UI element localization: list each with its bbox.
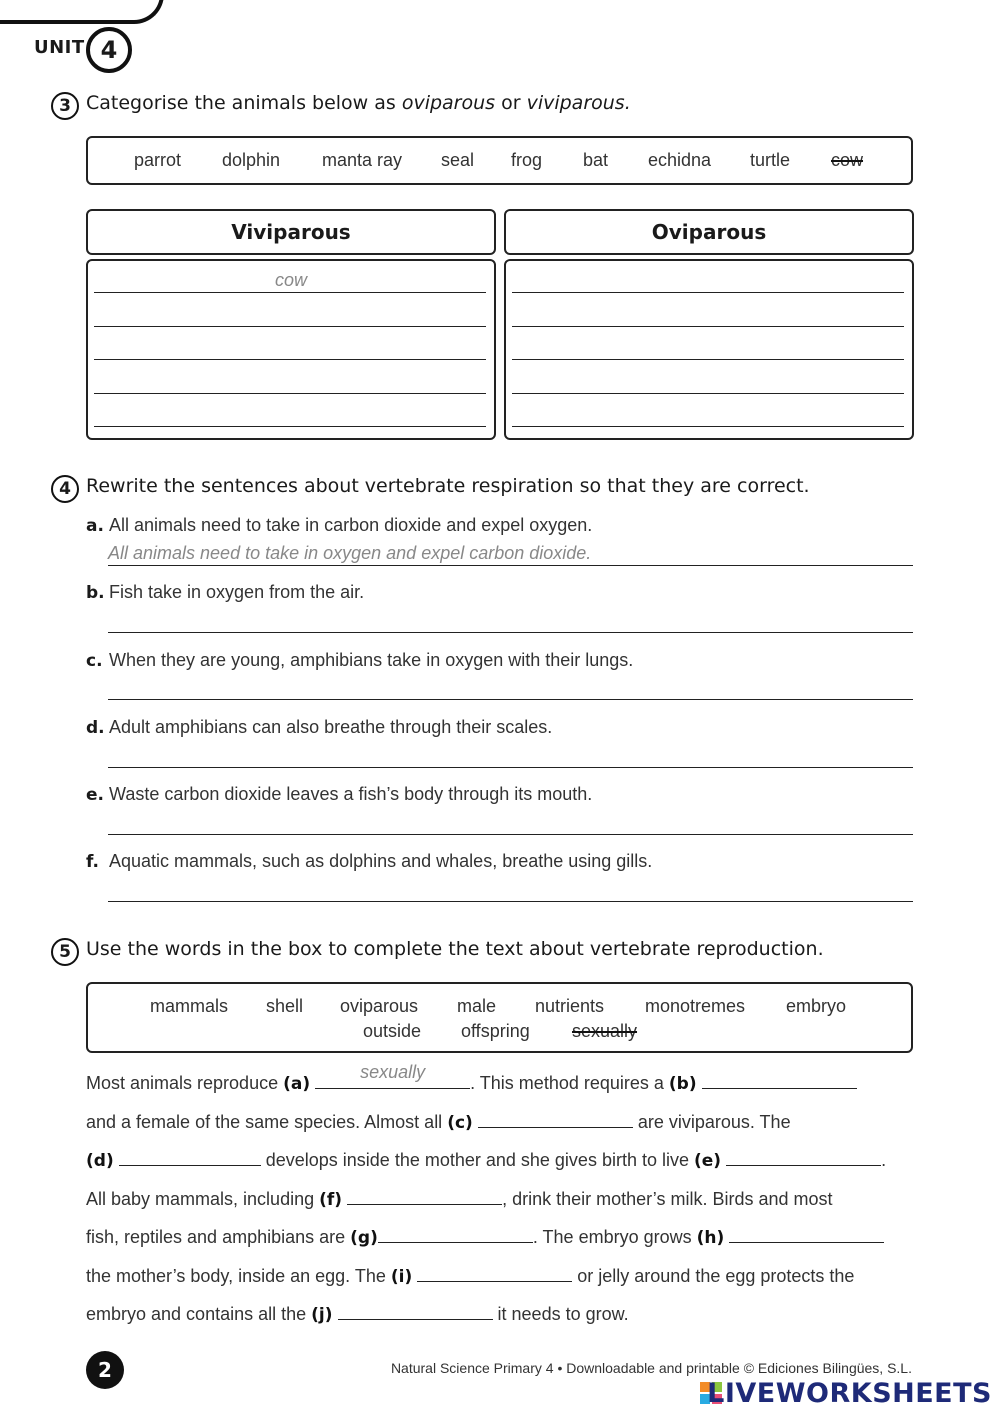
word-echidna[interactable]: echidna bbox=[648, 150, 712, 170]
blank-label-b: (b) bbox=[668, 1074, 697, 1094]
word-dolphin[interactable]: dolphin bbox=[222, 150, 281, 170]
cloze-text: develops inside the mother and she gives birth to live bbox=[260, 1150, 694, 1170]
blank-label-j: (j) bbox=[311, 1305, 333, 1325]
word-embryo[interactable]: embryo bbox=[786, 996, 847, 1016]
answer-line bbox=[512, 359, 904, 360]
blank-label-c: (c) bbox=[447, 1113, 473, 1133]
cloze-line-2 bbox=[86, 1109, 791, 1133]
item-f-answer-line[interactable] bbox=[108, 901, 913, 902]
item-d-text: Adult amphibians can also breathe through their scales. bbox=[109, 717, 553, 737]
word-parrot[interactable]: parrot bbox=[134, 150, 182, 170]
item-e-letter: e. bbox=[86, 785, 104, 805]
word-seal[interactable]: seal bbox=[441, 150, 475, 170]
word-mammals[interactable]: mammals bbox=[150, 996, 229, 1016]
question-5-number: 5 bbox=[51, 938, 79, 966]
blank-e[interactable] bbox=[726, 1147, 881, 1166]
viviparous-answer-box[interactable] bbox=[86, 259, 496, 440]
reproduction-word-box bbox=[86, 982, 913, 1053]
cloze-text: Most animals reproduce bbox=[86, 1073, 284, 1093]
cloze-text: fish, reptiles and amphibians are bbox=[86, 1227, 351, 1247]
unit-tab-outline bbox=[0, 0, 164, 24]
blank-c[interactable] bbox=[478, 1109, 633, 1128]
item-a-text: All animals need to take in carbon dioxide and expel oxygen. bbox=[109, 515, 593, 535]
unit-number-badge: 4 bbox=[86, 27, 132, 73]
answer-line bbox=[94, 393, 486, 394]
answer-line bbox=[512, 393, 904, 394]
cloze-text: . This method requires a bbox=[470, 1073, 669, 1093]
answer-line bbox=[94, 426, 486, 427]
word-cow-crossed[interactable]: cow bbox=[831, 150, 864, 170]
cloze-text: and a female of the same species. Almost all bbox=[86, 1112, 448, 1132]
answer-line bbox=[94, 326, 486, 327]
cloze-text: or jelly around the egg protects the bbox=[572, 1266, 855, 1286]
word-bat[interactable]: bat bbox=[583, 150, 609, 170]
viviparous-answer-1[interactable]: cow bbox=[274, 270, 307, 290]
item-f-letter: f. bbox=[86, 852, 99, 872]
blank-a-answer[interactable]: sexually bbox=[360, 1062, 426, 1082]
item-a-letter: a. bbox=[86, 516, 104, 536]
question-3-instruction bbox=[86, 92, 631, 114]
word-monotremes[interactable]: monotremes bbox=[645, 996, 746, 1016]
word-male[interactable]: male bbox=[457, 996, 497, 1016]
word-nutrients[interactable]: nutrients bbox=[535, 996, 605, 1016]
blank-label-i: (i) bbox=[390, 1267, 413, 1287]
blank-label-h: (h) bbox=[696, 1228, 725, 1248]
word-oviparous[interactable]: oviparous bbox=[340, 996, 419, 1016]
item-b-text: Fish take in oxygen from the air. bbox=[109, 582, 365, 602]
blank-label-a: (a) bbox=[283, 1074, 311, 1094]
animal-word-box bbox=[86, 136, 913, 185]
unit-label: UNIT bbox=[34, 37, 85, 58]
instruction-text: Categorise the animals below as bbox=[86, 92, 402, 114]
cloze-line-3 bbox=[86, 1147, 886, 1171]
cloze-line-7 bbox=[86, 1301, 629, 1325]
item-b-letter: b. bbox=[86, 583, 105, 603]
blank-a[interactable] bbox=[315, 1062, 470, 1089]
blank-label-e: (e) bbox=[693, 1151, 722, 1171]
viviparous-header: Viviparous bbox=[86, 209, 496, 255]
cloze-line-1 bbox=[86, 1062, 857, 1094]
cloze-text: embryo and contains all the bbox=[86, 1304, 312, 1324]
cloze-line-5 bbox=[86, 1224, 884, 1248]
question-4-instruction: Rewrite the sentences about vertebrate respiration so that they are correct. bbox=[86, 475, 810, 497]
cloze-text: All baby mammals, including bbox=[86, 1189, 320, 1209]
instruction-em-oviparous: oviparous bbox=[401, 92, 496, 114]
item-a-answer-line[interactable] bbox=[108, 565, 913, 566]
blank-i[interactable] bbox=[417, 1263, 572, 1282]
cloze-text: . The embryo grows bbox=[532, 1227, 697, 1247]
word-manta-ray[interactable]: manta ray bbox=[322, 150, 403, 170]
answer-line bbox=[512, 326, 904, 327]
cloze-text: . bbox=[881, 1150, 887, 1170]
item-c-text: When they are young, amphibians take in oxygen with their lungs. bbox=[109, 650, 634, 670]
item-c-letter: c. bbox=[86, 651, 103, 671]
item-f-text: Aquatic mammals, such as dolphins and whales, breathe using gills. bbox=[109, 851, 653, 871]
item-d-answer-line[interactable] bbox=[108, 767, 913, 768]
item-a-answer[interactable]: All animals need to take in oxygen and expel carbon dioxide. bbox=[108, 543, 592, 563]
cloze-line-6 bbox=[86, 1263, 854, 1287]
item-e-answer-line[interactable] bbox=[108, 834, 913, 835]
answer-line bbox=[512, 426, 904, 427]
instruction-em-viviparous: viviparous. bbox=[526, 92, 631, 114]
blank-label-d: (d) bbox=[86, 1151, 114, 1171]
cloze-text: it needs to grow. bbox=[492, 1304, 629, 1324]
cloze-text: are viviparous. The bbox=[632, 1112, 791, 1132]
cloze-text: the mother’s body, inside an egg. The bbox=[86, 1266, 391, 1286]
blank-g[interactable] bbox=[378, 1224, 533, 1243]
word-outside[interactable]: outside bbox=[363, 1021, 422, 1041]
blank-f[interactable] bbox=[347, 1186, 502, 1205]
oviparous-header: Oviparous bbox=[504, 209, 914, 255]
blank-d[interactable] bbox=[119, 1147, 261, 1166]
item-d-letter: d. bbox=[86, 718, 105, 738]
item-c-answer-line[interactable] bbox=[108, 699, 913, 700]
word-offspring[interactable]: offspring bbox=[461, 1021, 530, 1041]
answer-line bbox=[94, 359, 486, 360]
question-3-number: 3 bbox=[51, 92, 79, 120]
word-sexually-crossed[interactable]: sexually bbox=[572, 1021, 638, 1041]
item-e-text: Waste carbon dioxide leaves a fish’s body through its mouth. bbox=[109, 784, 593, 804]
blank-label-g: (g) bbox=[350, 1228, 378, 1248]
copyright-credit: Natural Science Primary 4 • Downloadable and printable © Ediciones Bilingües, S.L. bbox=[390, 1360, 912, 1376]
answer-line bbox=[94, 292, 486, 293]
cloze-text: , drink their mother’s milk. Birds and most bbox=[502, 1189, 833, 1209]
blank-h[interactable] bbox=[729, 1224, 884, 1243]
liveworksheets-brand[interactable]: LIVEWORKSHEETS bbox=[707, 1378, 992, 1409]
item-b-answer-line[interactable] bbox=[108, 632, 913, 633]
word-frog[interactable]: frog bbox=[511, 150, 543, 170]
page-number: 2 bbox=[86, 1351, 124, 1389]
question-5-instruction: Use the words in the box to complete the text about vertebrate reproduction. bbox=[86, 938, 824, 960]
blank-label-f: (f) bbox=[319, 1190, 343, 1210]
cloze-line-4 bbox=[86, 1186, 833, 1210]
answer-line bbox=[512, 292, 904, 293]
blank-j[interactable] bbox=[338, 1301, 493, 1320]
word-shell[interactable]: shell bbox=[266, 996, 304, 1016]
question-4-number: 4 bbox=[51, 475, 79, 503]
instruction-text: or bbox=[495, 92, 527, 114]
oviparous-answer-box[interactable] bbox=[504, 259, 914, 440]
blank-b[interactable] bbox=[702, 1070, 857, 1089]
word-turtle[interactable]: turtle bbox=[750, 150, 791, 170]
